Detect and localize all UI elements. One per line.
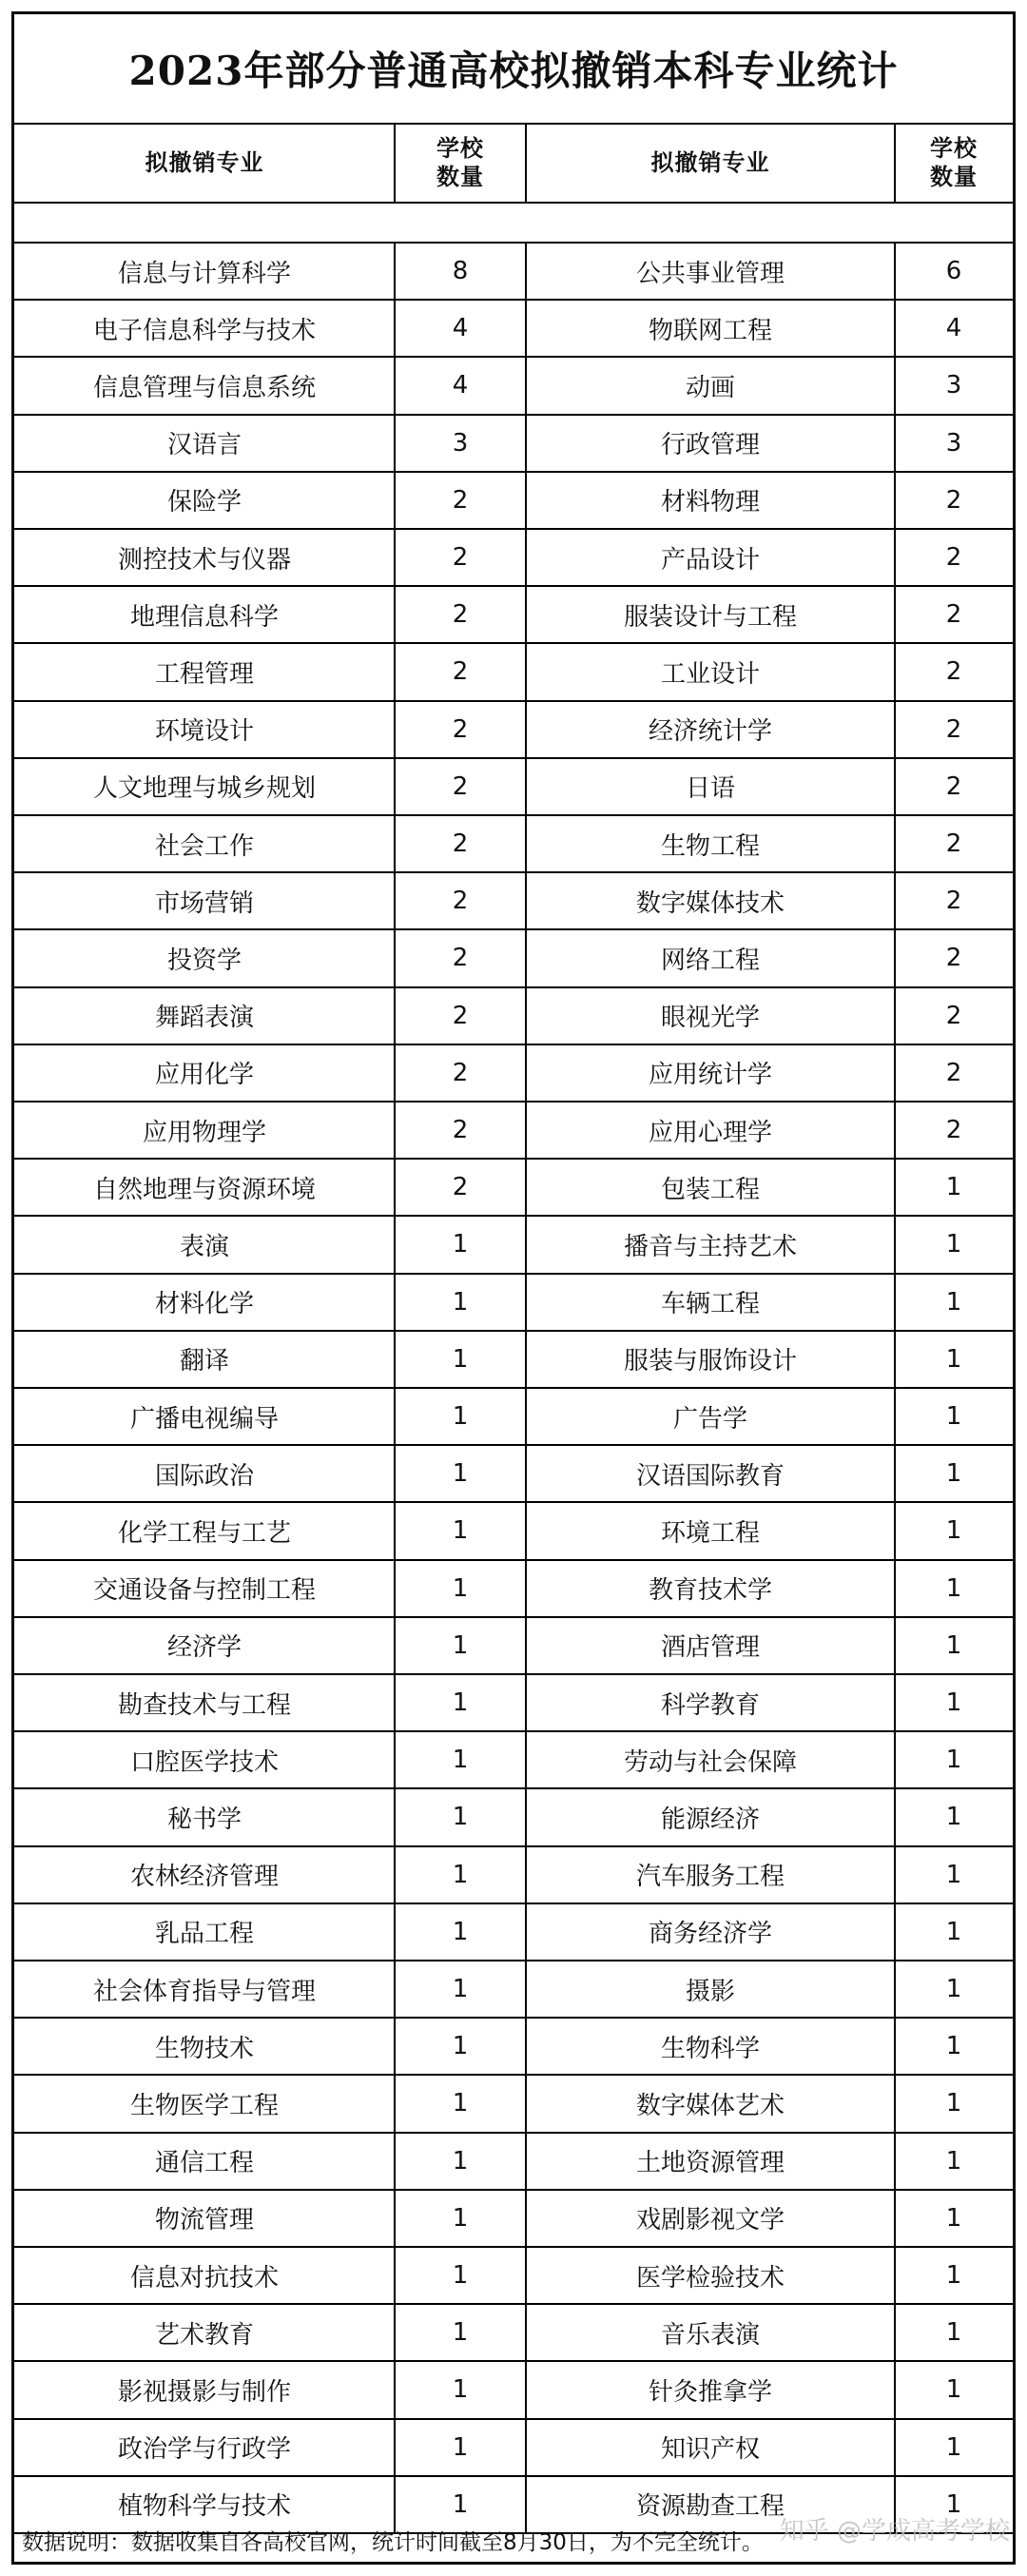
column-divider — [525, 123, 527, 203]
table-cell-major: 材料化学 — [154, 1290, 254, 1319]
table-cell-major: 舞蹈表演 — [154, 1004, 254, 1033]
table-cell-major: 眼视光学 — [660, 1004, 760, 1033]
row-divider — [14, 1845, 1013, 1847]
table-cell-major: 应用统计学 — [648, 1061, 772, 1090]
row-divider — [14, 1215, 1013, 1217]
table-cell-count: 4 — [945, 314, 962, 343]
row-divider — [14, 1673, 1013, 1675]
row-divider — [14, 2189, 1013, 2191]
row-divider — [14, 928, 1013, 930]
table-cell-count: 2 — [945, 543, 962, 573]
row-divider — [14, 700, 1013, 702]
table-cell-count: 2 — [452, 1116, 469, 1145]
table-cell-count: 1 — [945, 1630, 962, 1660]
header-major: 拟撤销专业 — [145, 149, 264, 176]
table-cell-major: 汽车服务工程 — [635, 1863, 785, 1892]
table-cell-major: 艺术教育 — [154, 2320, 254, 2350]
table-cell-count: 1 — [452, 2489, 469, 2519]
table-cell-count: 1 — [452, 1344, 469, 1374]
table-cell-major: 戏剧影视文学 — [635, 2206, 785, 2235]
table-cell-count: 1 — [452, 1975, 469, 2004]
table-cell-count: 1 — [452, 1630, 469, 1660]
table-cell-count: 2 — [945, 829, 962, 859]
table-cell-count: 1 — [945, 1746, 962, 1775]
row-divider — [14, 2360, 1013, 2362]
table-cell-major: 摄影 — [685, 1977, 735, 2006]
table-cell-major: 保险学 — [166, 488, 242, 517]
table-cell-count: 2 — [452, 657, 469, 687]
table-cell-count: 1 — [452, 1459, 469, 1489]
table-cell-major: 广播电视编导 — [129, 1404, 279, 1434]
table-cell-major: 市场营销 — [154, 888, 254, 918]
table-cell-count: 2 — [452, 944, 469, 973]
table-cell-major: 音乐表演 — [660, 2320, 760, 2350]
row-divider — [14, 1044, 1013, 1045]
table-cell-count: 8 — [452, 257, 469, 286]
table-cell-major: 投资学 — [166, 946, 242, 975]
row-divider — [14, 471, 1013, 473]
table-cell-major: 自然地理与资源环境 — [92, 1175, 316, 1204]
table-cell-count: 1 — [452, 1402, 469, 1432]
table-cell-major: 生物科学 — [660, 2034, 760, 2063]
page-title: 2023年部分普通高校拟撤销本科专业统计 — [14, 14, 1013, 125]
table-cell-count: 2 — [452, 543, 469, 573]
table-cell-major: 电子信息科学与技术 — [92, 316, 316, 345]
row-divider — [14, 871, 1013, 873]
table-cell-count: 2 — [945, 485, 962, 515]
row-divider — [14, 2418, 1013, 2420]
table-cell-count: 3 — [945, 428, 962, 458]
row-divider — [14, 2475, 1013, 2477]
table-cell-count: 2 — [452, 771, 469, 801]
table-cell-count: 2 — [945, 600, 962, 630]
table-cell-major: 工业设计 — [660, 659, 760, 689]
table-cell-major: 行政管理 — [660, 431, 760, 460]
table-cell-count: 1 — [452, 2203, 469, 2233]
table-cell-count: 1 — [452, 2318, 469, 2348]
row-divider — [14, 2132, 1013, 2134]
table-cell-major: 人文地理与城乡规划 — [92, 774, 316, 804]
table-cell-count: 1 — [945, 2146, 962, 2176]
table-cell-major: 包装工程 — [660, 1175, 760, 1204]
table-cell-count: 3 — [945, 371, 962, 400]
header-count — [895, 123, 1013, 203]
table-cell-count: 2 — [945, 887, 962, 916]
row-divider — [14, 202, 1013, 204]
table-cell-major: 数字媒体艺术 — [635, 2091, 785, 2120]
data-note: 数据说明：数据收集自各高校官网，统计时间截至8月30日，为不完全统计。 — [22, 2529, 764, 2555]
table-cell-count: 1 — [452, 2261, 469, 2291]
table-cell-major: 劳动与社会保障 — [623, 1747, 797, 1777]
table-cell-major: 科学教育 — [660, 1690, 760, 1720]
table-cell-major: 植物科学与技术 — [117, 2492, 291, 2522]
table-cell-count: 1 — [452, 1860, 469, 1889]
table-cell-count: 1 — [452, 1688, 469, 1718]
table-cell-count: 1 — [945, 1975, 962, 2004]
column-divider — [894, 243, 896, 2533]
header-count-line1: 学校 — [436, 135, 484, 162]
table-cell-major: 国际政治 — [154, 1461, 254, 1491]
table-cell-major: 教育技术学 — [648, 1576, 772, 1606]
column-divider — [394, 243, 396, 2533]
table-cell-count: 2 — [452, 887, 469, 916]
table-cell-major: 应用化学 — [154, 1061, 254, 1090]
row-divider — [14, 1387, 1013, 1389]
table-cell-count: 1 — [452, 2432, 469, 2462]
table-cell-major: 环境设计 — [154, 717, 254, 747]
row-divider — [14, 1960, 1013, 1961]
table-cell-count: 2 — [452, 829, 469, 859]
table-cell-major: 通信工程 — [154, 2149, 254, 2178]
table-cell-major: 日语 — [685, 774, 735, 804]
table-cell-major: 农林经济管理 — [129, 1863, 279, 1892]
table-cell-count: 1 — [945, 1402, 962, 1432]
header-count-line1: 学校 — [930, 135, 978, 162]
table-cell-major: 土地资源管理 — [635, 2149, 785, 2178]
table-cell-count: 2 — [452, 1058, 469, 1087]
table-cell-major: 经济统计学 — [648, 717, 772, 747]
table-cell-major: 汉语言 — [166, 431, 242, 460]
table-cell-count: 2 — [945, 771, 962, 801]
table-cell-major: 地理信息科学 — [129, 602, 279, 632]
blank-row — [14, 203, 1013, 243]
table-cell-count: 1 — [452, 1573, 469, 1603]
row-divider — [14, 299, 1013, 301]
table-cell-major: 政治学与行政学 — [117, 2435, 291, 2465]
table-cell-count: 1 — [945, 2203, 962, 2233]
table-cell-count: 1 — [945, 2089, 962, 2118]
table-cell-major: 信息与计算科学 — [117, 259, 291, 288]
table-cell-major: 商务经济学 — [648, 1920, 772, 1949]
table-cell-count: 1 — [452, 1917, 469, 1946]
table-cell-major: 应用心理学 — [648, 1118, 772, 1147]
row-divider — [14, 2017, 1013, 2019]
table-cell-major: 乳品工程 — [154, 1920, 254, 1949]
table-cell-major: 数字媒体技术 — [635, 888, 785, 918]
table-cell-major: 服装与服饰设计 — [623, 1347, 797, 1376]
table-cell-major: 汉语国际教育 — [635, 1461, 785, 1491]
row-divider — [14, 585, 1013, 587]
table-cell-count: 1 — [945, 1803, 962, 1832]
table-cell-count: 1 — [945, 2489, 962, 2519]
table-cell-major: 应用物理学 — [142, 1118, 266, 1147]
row-divider — [14, 986, 1013, 988]
column-divider — [894, 123, 896, 203]
header-major: 拟撤销专业 — [650, 149, 770, 176]
header-count — [395, 123, 526, 203]
table-cell-count: 2 — [945, 1058, 962, 1087]
row-divider — [14, 2246, 1013, 2248]
table-cell-count: 1 — [945, 2432, 962, 2462]
column-divider — [394, 123, 396, 203]
table-cell-major: 生物医学工程 — [129, 2091, 279, 2120]
table-cell-major: 物联网工程 — [648, 316, 772, 345]
table-cell-count: 2 — [945, 714, 962, 744]
row-divider — [14, 1158, 1013, 1160]
table-cell-count: 1 — [945, 1344, 962, 1374]
table-cell-count: 1 — [945, 1230, 962, 1259]
row-divider — [14, 414, 1013, 416]
table-cell-major: 信息管理与信息系统 — [92, 373, 316, 402]
table-cell-major: 医学检验技术 — [635, 2263, 785, 2293]
row-divider — [14, 814, 1013, 816]
table-cell-count: 1 — [452, 1516, 469, 1546]
table-cell-major: 工程管理 — [154, 659, 254, 689]
row-divider — [14, 1559, 1013, 1561]
row-divider — [14, 757, 1013, 759]
row-divider — [14, 1273, 1013, 1275]
table-cell-major: 车辆工程 — [660, 1290, 760, 1319]
table-cell-count: 1 — [452, 2032, 469, 2061]
statistics-table — [11, 11, 1016, 2565]
table-cell-count: 2 — [452, 1001, 469, 1030]
table-cell-major: 生物技术 — [154, 2034, 254, 2063]
row-divider — [14, 1903, 1013, 1904]
row-divider — [14, 1501, 1013, 1503]
table-grid — [14, 14, 1013, 2562]
table-cell-count: 4 — [452, 314, 469, 343]
row-divider — [14, 2074, 1013, 2076]
table-cell-major: 社会工作 — [154, 831, 254, 861]
table-cell-major: 广告学 — [672, 1404, 747, 1434]
table-cell-count: 1 — [945, 1688, 962, 1718]
table-cell-major: 测控技术与仪器 — [117, 545, 291, 575]
table-cell-major: 动画 — [685, 373, 735, 402]
table-cell-major: 能源经济 — [660, 1805, 760, 1834]
table-cell-major: 服装设计与工程 — [623, 602, 797, 632]
table-cell-major: 知识产权 — [660, 2435, 760, 2465]
row-divider — [14, 1730, 1013, 1732]
table-cell-count: 2 — [452, 1173, 469, 1202]
row-divider — [14, 528, 1013, 530]
table-cell-major: 产品设计 — [660, 545, 760, 575]
watermark: 知乎 @学成高考学校 — [779, 2517, 1010, 2546]
row-divider — [14, 242, 1013, 244]
row-divider — [14, 2303, 1013, 2305]
row-divider — [14, 1787, 1013, 1789]
row-divider — [14, 1616, 1013, 1618]
table-cell-count: 1 — [945, 1287, 962, 1317]
table-cell-count: 2 — [452, 600, 469, 630]
table-cell-major: 经济学 — [166, 1633, 242, 1663]
table-cell-major: 影视摄影与制作 — [117, 2377, 291, 2407]
table-cell-count: 1 — [452, 2146, 469, 2176]
table-cell-count: 2 — [452, 485, 469, 515]
table-cell-major: 秘书学 — [166, 1805, 242, 1834]
table-cell-count: 1 — [452, 1803, 469, 1832]
row-divider — [14, 642, 1013, 644]
table-cell-major: 勘查技术与工程 — [117, 1690, 291, 1720]
table-cell-count: 1 — [945, 2032, 962, 2061]
table-cell-count: 1 — [452, 1287, 469, 1317]
table-cell-count: 1 — [945, 1173, 962, 1202]
header-count-line2: 数量 — [930, 164, 978, 190]
table-cell-major: 翻译 — [179, 1347, 229, 1376]
row-divider — [14, 1330, 1013, 1332]
table-cell-count: 1 — [945, 1917, 962, 1946]
table-cell-major: 社会体育指导与管理 — [92, 1977, 316, 2006]
table-cell-major: 网络工程 — [660, 946, 760, 975]
table-cell-count: 1 — [945, 2375, 962, 2405]
table-cell-major: 资源勘查工程 — [635, 2492, 785, 2522]
table-cell-count: 1 — [452, 1746, 469, 1775]
table-cell-count: 2 — [945, 1001, 962, 1030]
table-cell-major: 化学工程与工艺 — [117, 1518, 291, 1548]
table-cell-count: 1 — [945, 1516, 962, 1546]
table-cell-count: 6 — [945, 257, 962, 286]
table-cell-count: 1 — [945, 1573, 962, 1603]
table-cell-count: 2 — [945, 944, 962, 973]
table-cell-major: 环境工程 — [660, 1518, 760, 1548]
table-cell-count: 1 — [945, 1860, 962, 1889]
header-count-line2: 数量 — [436, 164, 484, 190]
table-cell-count: 2 — [945, 657, 962, 687]
table-cell-count: 1 — [452, 2375, 469, 2405]
table-cell-major: 信息对抗技术 — [129, 2263, 279, 2293]
table-cell-count: 1 — [945, 1459, 962, 1489]
table-cell-major: 材料物理 — [660, 488, 760, 517]
table-cell-count: 2 — [945, 1116, 962, 1145]
row-divider — [14, 1444, 1013, 1446]
table-cell-major: 生物工程 — [660, 831, 760, 861]
table-cell-count: 1 — [945, 2318, 962, 2348]
table-cell-major: 口腔医学技术 — [129, 1747, 279, 1777]
column-divider — [525, 243, 527, 2533]
table-cell-major: 交通设备与控制工程 — [92, 1576, 316, 1606]
table-cell-count: 4 — [452, 371, 469, 400]
table-cell-major: 公共事业管理 — [635, 259, 785, 288]
row-divider — [14, 1101, 1013, 1103]
table-cell-count: 1 — [945, 2261, 962, 2291]
table-cell-major: 表演 — [179, 1232, 229, 1261]
table-cell-major: 物流管理 — [154, 2206, 254, 2235]
table-cell-count: 3 — [452, 428, 469, 458]
table-cell-major: 酒店管理 — [660, 1633, 760, 1663]
table-cell-count: 2 — [452, 714, 469, 744]
table-cell-major: 针灸推拿学 — [648, 2377, 772, 2407]
table-cell-major: 播音与主持艺术 — [623, 1232, 797, 1261]
table-cell-count: 1 — [452, 1230, 469, 1259]
table-cell-count: 1 — [452, 2089, 469, 2118]
row-divider — [14, 356, 1013, 358]
